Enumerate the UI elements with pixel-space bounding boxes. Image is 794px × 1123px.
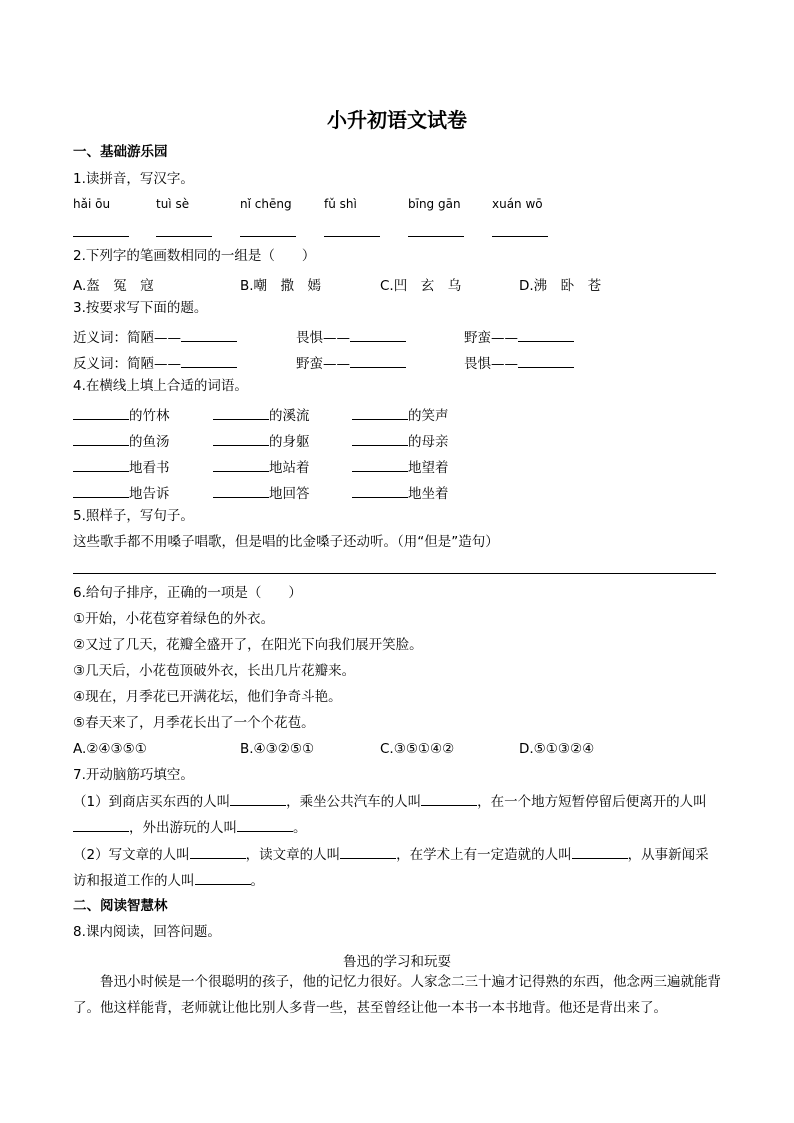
sentence-item: ①开始，小花苞穿着绿色的外衣。: [73, 611, 275, 627]
option-b: B.④③②⑤①: [240, 741, 315, 757]
answer-blank[interactable]: [240, 236, 296, 237]
text-segment: 。: [293, 820, 307, 836]
text-segment: ，在一个地方短暂停留后便离开的人叫: [477, 794, 707, 810]
answer-blank[interactable]: [181, 355, 237, 368]
answer-blank[interactable]: [340, 846, 396, 859]
page-title: 小升初语文试卷: [327, 108, 467, 132]
answer-blank[interactable]: [73, 459, 129, 472]
fill-item: [73, 456, 170, 476]
sentence-item: ②又过了几天，花瓣全盛开了，在阳光下向我们展开笑脸。: [73, 637, 423, 653]
fill-item: [213, 430, 310, 450]
option-d: D.沸 卧 苍: [519, 278, 602, 294]
synonym-label: 近义词：简陋——: [73, 330, 181, 346]
question-7-part-1-line-2: [73, 819, 307, 836]
answer-blank[interactable]: [73, 433, 129, 446]
answer-blank[interactable]: [230, 793, 286, 806]
synonym-row: [73, 326, 237, 346]
fill-word: 地看书: [129, 460, 170, 476]
text-segment: （2）写文章的人叫: [73, 847, 190, 863]
fill-item: [352, 430, 449, 450]
passage-title: 鲁迅的学习和玩耍: [343, 954, 451, 970]
antonym-row: [73, 352, 237, 372]
antonym-item: [464, 352, 574, 372]
passage-body: 鲁迅小时候是一个很聪明的孩子，他的记忆力很好。人家念二三十遍才记得熟的东西，他念两三遍就能背了。他这样能背，老师就让他比别人多背一些，甚至曾经让他一本书一本书地背。他还是背出来了。: [73, 974, 721, 1016]
antonym-label: 反义词：简陋——: [73, 356, 181, 372]
answer-blank[interactable]: [421, 793, 477, 806]
answer-blank[interactable]: [73, 407, 129, 420]
option-a: A.盔 冤 寇: [73, 278, 154, 294]
answer-blank[interactable]: [181, 329, 237, 342]
answer-blank[interactable]: [213, 407, 269, 420]
pinyin-2: tuì sè: [156, 197, 190, 211]
answer-blank[interactable]: [73, 485, 129, 498]
fill-item: [352, 404, 449, 424]
antonym-item: [296, 352, 406, 372]
section-heading-basics: 一、基础游乐园: [73, 144, 168, 160]
antonym-word: 野蛮——: [296, 356, 350, 372]
answer-blank[interactable]: [518, 329, 574, 342]
fill-item: [352, 456, 449, 476]
text-segment: ，乘坐公共汽车的人叫: [286, 794, 422, 810]
pinyin-1: hǎi ōu: [73, 197, 111, 211]
text-segment: ，从事新闻采: [627, 847, 709, 863]
answer-blank[interactable]: [352, 485, 408, 498]
pinyin-5: bīng gān: [408, 197, 461, 211]
answer-blank[interactable]: [350, 329, 406, 342]
answer-blank[interactable]: [213, 433, 269, 446]
answer-blank[interactable]: [213, 485, 269, 498]
fill-word: 的鱼汤: [129, 434, 170, 450]
synonym-word: 野蛮——: [464, 330, 518, 346]
option-a: A.②④③⑤①: [73, 741, 147, 757]
fill-item: [213, 482, 310, 502]
fill-word: 的竹林: [129, 408, 170, 424]
sentence-item: ④现在，月季花已开满花坛，他们争奇斗艳。: [73, 689, 342, 705]
synonym-item: [296, 326, 406, 346]
synonym-item: [464, 326, 574, 346]
question-2-stem: 2.下列字的笔画数相同的一组是（ ）: [73, 248, 316, 264]
fill-item: [73, 404, 170, 424]
option-d: D.⑤①③②④: [519, 741, 595, 757]
option-c: C.凹 玄 乌: [380, 278, 462, 294]
section-heading-reading: 二、阅读智慧林: [73, 898, 168, 914]
answer-blank[interactable]: [572, 846, 628, 859]
fill-word: 地告诉: [129, 486, 170, 502]
answer-blank[interactable]: [190, 846, 246, 859]
text-segment: 访和报道工作的人叫: [73, 873, 195, 889]
fill-item: [73, 430, 170, 450]
fill-word: 地望着: [408, 460, 449, 476]
answer-blank[interactable]: [237, 819, 293, 832]
question-7-stem: 7.开动脑筋巧填空。: [73, 767, 194, 783]
text-segment: ，读文章的人叫: [245, 847, 341, 863]
question-1-stem: 1.读拼音，写汉字。: [73, 171, 194, 187]
fill-item: [213, 456, 310, 476]
question-7-part-2-line-1: [73, 846, 709, 863]
question-7-part-1-line-1: [73, 793, 707, 810]
antonym-word: 畏惧——: [464, 356, 518, 372]
answer-blank[interactable]: [213, 459, 269, 472]
option-c: C.③⑤①④②: [380, 741, 455, 757]
fill-item: [352, 482, 449, 502]
answer-blank[interactable]: [352, 433, 408, 446]
fill-word: 的身躯: [269, 434, 310, 450]
fill-item: [73, 482, 170, 502]
answer-blank[interactable]: [492, 236, 548, 237]
text-segment: ，在学术上有一定造就的人叫: [396, 847, 572, 863]
text-segment: 。: [250, 873, 264, 889]
fill-word: 地回答: [269, 486, 310, 502]
fill-word: 的溪流: [269, 408, 310, 424]
answer-blank[interactable]: [352, 459, 408, 472]
question-5-stem: 5.照样子，写句子。: [73, 508, 194, 524]
answer-blank[interactable]: [352, 407, 408, 420]
answer-blank[interactable]: [518, 355, 574, 368]
sentence-item: ⑤春天来了，月季花长出了一个个花苞。: [73, 715, 315, 731]
answer-blank[interactable]: [73, 236, 129, 237]
pinyin-3: nǐ chēng: [240, 197, 292, 211]
answer-blank[interactable]: [324, 236, 380, 237]
question-4-stem: 4.在横线上填上合适的词语。: [73, 378, 248, 394]
answer-line[interactable]: [73, 573, 716, 574]
synonym-word: 畏惧——: [296, 330, 350, 346]
answer-blank[interactable]: [73, 819, 129, 832]
question-5-example: 这些歌手都不用嗓子唱歌，但是唱的比金嗓子还动听。（用“但是”造句）: [73, 534, 499, 550]
fill-word: 地坐着: [408, 486, 449, 502]
answer-blank[interactable]: [350, 355, 406, 368]
question-8-stem: 8.课内阅读，回答问题。: [73, 924, 221, 940]
fill-item: [213, 404, 310, 424]
fill-word: 的母亲: [408, 434, 449, 450]
question-3-stem: 3.按要求写下面的题。: [73, 300, 208, 316]
fill-word: 的笑声: [408, 408, 449, 424]
option-b: B.嘲 撒 嫣: [240, 278, 322, 294]
question-6-stem: 6.给句子排序，正确的一项是（ ）: [73, 585, 302, 601]
pinyin-6: xuán wō: [492, 197, 543, 211]
answer-blank[interactable]: [156, 236, 212, 237]
question-7-part-2-line-2: [73, 872, 264, 889]
text-segment: ，外出游玩的人叫: [129, 820, 237, 836]
answer-blank[interactable]: [195, 872, 251, 885]
sentence-item: ③几天后，小花苞顶破外衣，长出几片花瓣来。: [73, 663, 356, 679]
pinyin-4: fǔ shì: [324, 197, 357, 211]
answer-blank[interactable]: [408, 236, 464, 237]
text-segment: （1）到商店买东西的人叫: [73, 794, 231, 810]
fill-word: 地站着: [269, 460, 310, 476]
